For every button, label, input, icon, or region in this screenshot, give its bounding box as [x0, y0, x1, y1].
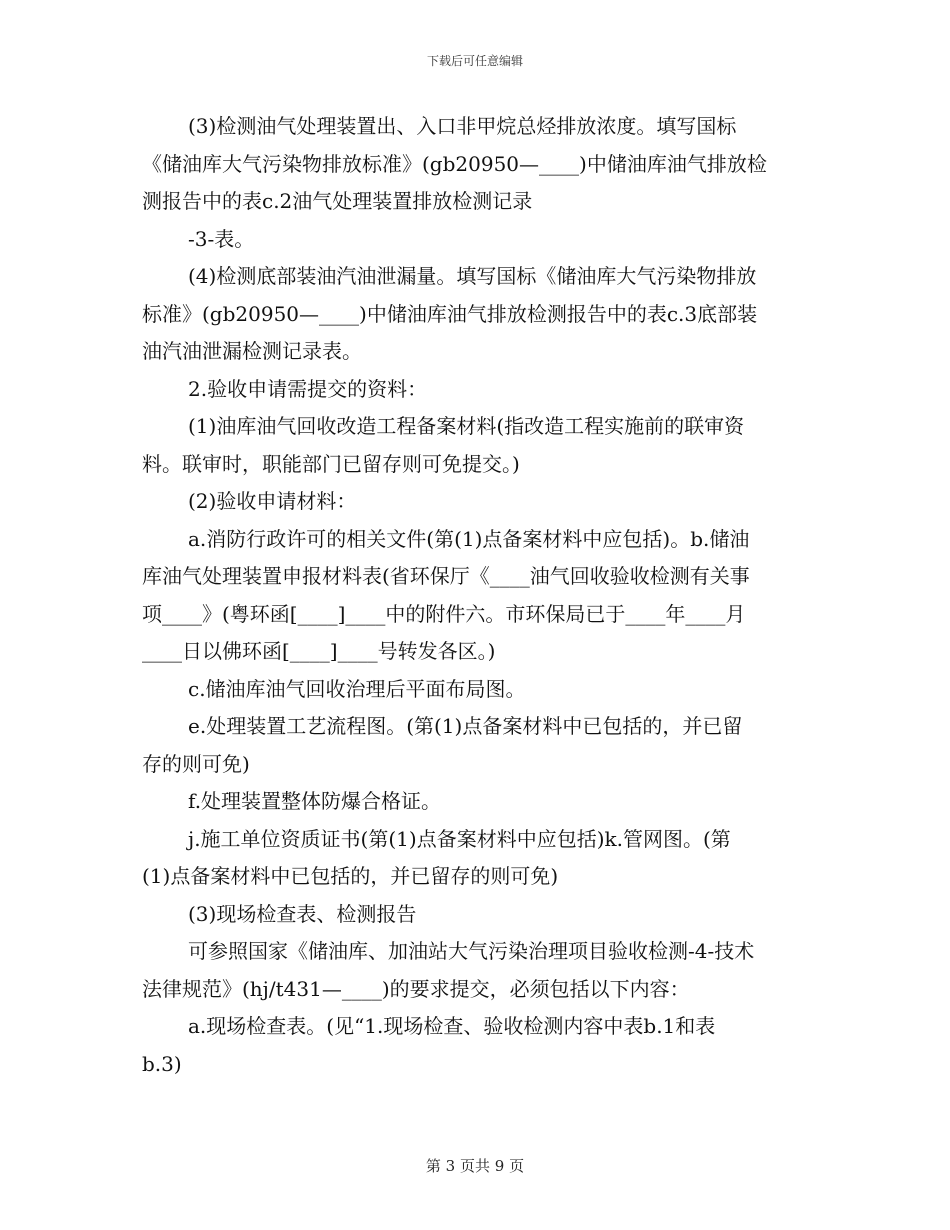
text-line: b.3) — [142, 1051, 182, 1076]
text-line: j.施工单位资质证书(第(1)点备案材料中应包括)k.管网图。(第 — [188, 826, 731, 851]
page-footer: 第 3 页共 9 页 — [425, 1157, 525, 1175]
text-line: a.消防行政许可的相关文件(第(1)点备案材料中应包括)。b.储油 — [188, 526, 750, 551]
document-body — [142, 108, 812, 1083]
text-line: 法律规范》(hj/t431—____)的要求提交，必须包括以下内容： — [142, 976, 690, 1001]
text-line: 存的则可免) — [142, 751, 250, 776]
text-line: 料。联审时，职能部门已留存则可免提交。) — [142, 451, 520, 476]
text-line: 《储油库大气污染物排放标准》(gb20950—____)中储油库油气排放检 — [142, 151, 767, 176]
text-line: (2)验收申请材料： — [188, 489, 357, 513]
text-line: 项____》(粤环函[____]____中的附件六。市环保局已于____年____月 — [142, 601, 746, 626]
page-header: 下载后可任意编辑 — [426, 54, 523, 68]
text-line: f.处理装置整体防爆合格证。 — [188, 789, 442, 813]
text-line: 可参照国家《储油库、加油站大气污染治理项目验收检测-4-技术 — [188, 939, 755, 963]
text-line: ____日以佛环函[____]____号转发各区。) — [142, 639, 496, 663]
text-line: e.处理装置工艺流程图。(第(1)点备案材料中已包括的，并已留 — [188, 714, 743, 738]
text-line: 2.验收申请需提交的资料： — [188, 376, 428, 401]
text-line: (3)检测油气处理装置出、入口非甲烷总烃排放浓度。填写国标 — [188, 114, 737, 138]
text-line: (4)检测底部装油汽油泄漏量。填写国标《储油库大气污染物排放 — [188, 264, 757, 288]
text-line: 库油气处理装置申报材料表(省环保厅《____油气回收验收检测有关事 — [142, 564, 750, 588]
text-line: -3-表。 — [188, 226, 255, 251]
text-line: (3)现场检查表、检测报告 — [188, 901, 417, 926]
text-line: (1)点备案材料中已包括的，并已留存的则可免) — [142, 864, 559, 888]
text-line: c.储油库油气回收治理后平面布局图。 — [188, 676, 526, 701]
text-line: 测报告中的表c.2油气处理装置排放检测记录 — [142, 189, 533, 213]
text-line: a.现场检查表。(见“1.现场检查、验收检测内容中表b.1和表 — [188, 1014, 716, 1038]
text-line: 油汽油泄漏检测记录表。 — [142, 339, 362, 363]
text-line: 标准》(gb20950—____)中储油库油气排放检测报告中的表c.3底部装 — [142, 301, 758, 326]
text-line: (1)油库油气回收改造工程备案材料(指改造工程实施前的联审资 — [188, 414, 745, 438]
